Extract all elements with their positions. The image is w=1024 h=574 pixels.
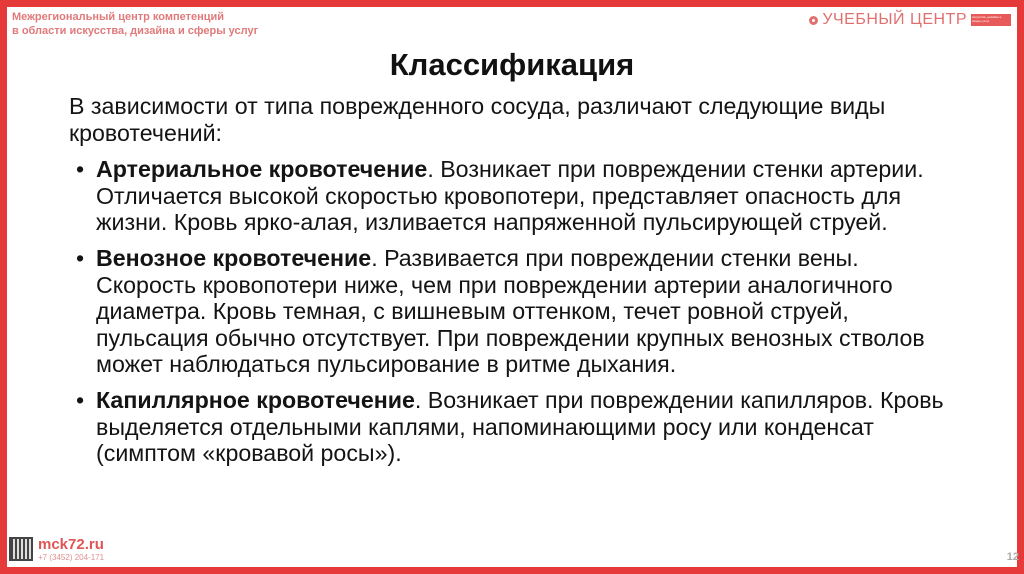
desc-venous: . Развивается при повреждении стенки вены. Скорость кровопотери ниже, чем при повреждении артерии аналогичного диаметра. Кровь темная, с вишневым оттенком, течет ровной струей, пульсация обычно отсутствует. При повреждении крупных венозных стволов может наблюдаться пульсирование в ритме дыхания.	[96, 244, 925, 378]
brand-name: УЧЕБНЫЙ ЦЕНТР	[822, 11, 967, 28]
list-item-arterial	[69, 156, 949, 236]
website-link[interactable]: mck72.ru	[38, 536, 104, 553]
phone-number: +7 (3452) 204-171	[38, 553, 105, 562]
slide	[7, 7, 1017, 567]
footer-contacts	[9, 537, 104, 563]
intro-text: В зависимости от типа поврежденного сосуда, различают следующие виды кровотечений:	[69, 93, 886, 146]
org-name	[12, 10, 258, 38]
bleeding-types-list	[69, 156, 949, 467]
page-number: 12	[1006, 551, 1019, 563]
term-venous: Венозное кровотечение	[96, 244, 372, 271]
brand-logo	[809, 11, 1011, 29]
slide-title: Классификация	[389, 47, 635, 82]
term-arterial: Артериальное кровотечение	[96, 156, 428, 183]
org-line-1: Межрегиональный центр компетенций	[12, 11, 225, 23]
circle-logo-icon	[809, 16, 818, 25]
brand-tag: искусства, дизайна и сферы услуг	[971, 14, 1011, 26]
term-capillary: Капиллярное кровотечение	[96, 386, 415, 413]
org-line-2: в области искусства, дизайна и сферы услуг	[12, 25, 259, 37]
bullet-icon: •	[76, 156, 85, 183]
desc-capillary: . Возникает при повреждении капилляров. Кровь выделяется отдельными каплями, напоминающими росу или конденсат (симптом «кровавой росы»).	[96, 386, 944, 467]
list-item-capillary	[69, 387, 949, 467]
list-item-venous	[69, 245, 949, 378]
bullet-icon: •	[76, 386, 85, 413]
slide-content	[69, 93, 949, 476]
desc-arterial: . Возникает при повреждении стенки артерии. Отличается высокой скоростью кровопотери, представляет опасность для жизни. Кровь ярко-алая, изливается напряженной пульсирующей струей.	[96, 156, 924, 236]
bullet-icon: •	[76, 244, 85, 271]
qr-code-icon	[9, 537, 33, 561]
